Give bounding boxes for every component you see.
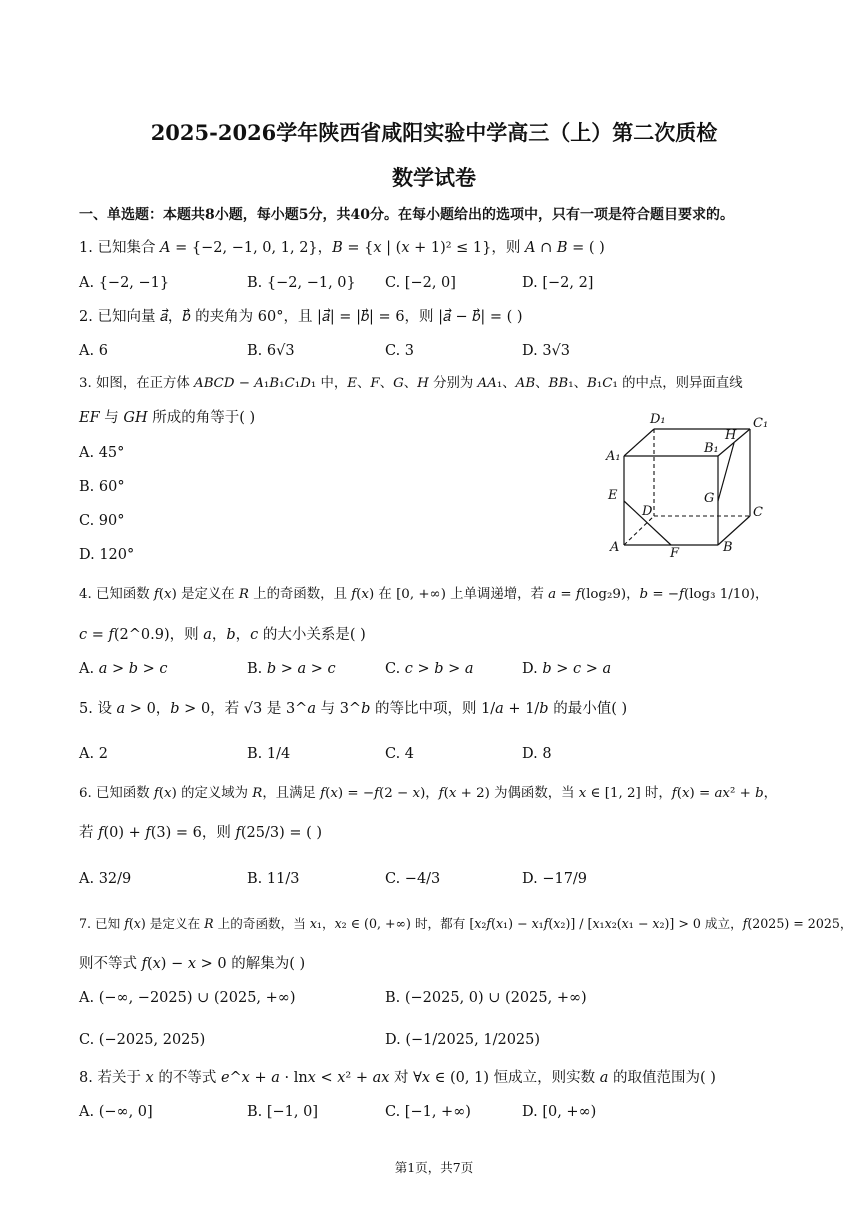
q6-option-d: D. −17/9 xyxy=(522,871,588,887)
label-d1: D₁ xyxy=(650,412,666,427)
q2-option-c: C. 3 xyxy=(385,343,415,359)
label-a: A xyxy=(610,540,620,555)
question-5-stem: 5. 设 𝑎 > 0，𝑏 > 0，若 √3 是 3^𝑎 与 3^𝑏 的等比中项，则 1/𝑎 + 1/𝑏 的最小值( ) xyxy=(79,701,628,717)
cube-figure xyxy=(600,408,780,560)
exam-title: 2025-2026学年陕西省咸阳实验中学高三（上）第二次质检 xyxy=(150,120,718,145)
question-6-stem-line1: 6. 已知函数 𝑓(𝑥) 的定义域为 𝑅，且满足 𝑓(𝑥) = −𝑓(2 − 𝑥)，𝑓(𝑥 + 2) 为偶函数，当 𝑥 ∈ [1, 2] 时，𝑓(𝑥) = 𝑎𝑥² + 𝑏， xyxy=(79,786,778,801)
question-3-stem-line1: 3. 如图，在正方体 𝐴𝐵𝐶𝐷 − 𝐴₁𝐵₁𝐶₁𝐷₁ 中，𝐸、𝐹、𝐺、𝐻 分别为 𝐴𝐴₁、𝐴𝐵、𝐵𝐵₁、𝐵₁𝐶₁ 的中点，则异面直线 xyxy=(79,376,743,391)
q1-option-c: C. [−2, 0] xyxy=(385,275,456,291)
q1-option-b: B. {−2, −1, 0} xyxy=(247,275,356,291)
q5-option-a: A. 2 xyxy=(79,746,108,762)
label-b: B xyxy=(723,540,733,555)
question-8-stem: 8. 若关于 𝑥 的不等式 𝑒^𝑥 + 𝑎 · ln𝑥 < 𝑥² + 𝑎𝑥 对 ∀𝑥 ∈ (0, 1) 恒成立，则实数 𝑎 的取值范围为( ) xyxy=(79,1070,716,1086)
q5-option-b: B. 1/4 xyxy=(247,746,291,762)
q4-option-c: C. 𝑐 > 𝑏 > 𝑎 xyxy=(385,661,474,677)
q4-option-d: D. 𝑏 > 𝑐 > 𝑎 xyxy=(522,661,612,677)
q4-option-a: A. 𝑎 > 𝑏 > 𝑐 xyxy=(79,661,168,677)
question-7-stem-line1: 7. 已知 𝑓(𝑥) 是定义在 𝑅 上的奇函数，当 𝑥₁，𝑥₂ ∈ (0, +∞) 时，都有 [𝑥₂𝑓(𝑥₁) − 𝑥₁𝑓(𝑥₂)] / [𝑥₁𝑥₂(𝑥₁ − 𝑥₂)] > 0 成立，𝑓(2025) = 2025， xyxy=(79,916,853,931)
label-b1: B₁ xyxy=(704,441,719,456)
q5-option-c: C. 4 xyxy=(385,746,415,762)
q3-option-b: B. 60° xyxy=(79,479,125,495)
label-h: H xyxy=(725,428,737,443)
label-c: C xyxy=(753,505,763,520)
q2-option-b: B. 6√3 xyxy=(247,343,295,359)
label-g: G xyxy=(704,491,715,506)
q2-option-d: D. 3√3 xyxy=(522,343,571,359)
q3-option-c: C. 90° xyxy=(79,513,125,529)
question-3-stem-line2: 𝐸𝐹 与 𝐺𝐻 所成的角等于( ) xyxy=(79,410,256,426)
q2-option-a: A. 6 xyxy=(79,343,108,359)
question-1-stem: 1. 已知集合 𝐴 = {−2, −1, 0, 1, 2}，𝐵 = {𝑥 | (𝑥 + 1)² ≤ 1}，则 𝐴 ∩ 𝐵 = ( ) xyxy=(79,240,605,256)
q3-option-a: A. 45° xyxy=(79,445,125,461)
q6-option-c: C. −4/3 xyxy=(385,871,441,887)
q3-option-d: D. 120° xyxy=(79,547,135,563)
question-6-stem-line2: 若 𝑓(0) + 𝑓(3) = 6，则 𝑓(25/3) = ( ) xyxy=(79,825,323,841)
section-heading: 一、单选题：本题共8小题，每小题5分，共40分。在每小题给出的选项中，只有一项是符合题目要求的。 xyxy=(79,207,734,223)
q7-option-b: B. (−2025, 0) ∪ (2025, +∞) xyxy=(385,990,587,1006)
question-4-stem-line2: 𝑐 = 𝑓(2^0.9)，则 𝑎，𝑏，𝑐 的大小关系是( ) xyxy=(79,627,366,643)
q4-option-b: B. 𝑏 > 𝑎 > 𝑐 xyxy=(247,661,336,677)
q8-option-a: A. (−∞, 0] xyxy=(79,1104,153,1120)
question-4-stem-line1: 4. 已知函数 𝑓(𝑥) 是定义在 𝑅 上的奇函数，且 𝑓(𝑥) 在 [0, +∞) 上单调递增，若 𝑎 = 𝑓(log₂9)，𝑏 = −𝑓(log₃ 1/10)， xyxy=(79,587,769,602)
q1-option-a: A. {−2, −1} xyxy=(79,275,170,291)
label-a1: A₁ xyxy=(606,449,621,464)
q8-option-d: D. [0, +∞) xyxy=(522,1104,597,1120)
q6-option-a: A. 32/9 xyxy=(79,871,132,887)
question-2-stem: 2. 已知向量 𝑎⃗，𝑏⃗ 的夹角为 60°，且 |𝑎⃗| = |𝑏⃗| = 6，则 |𝑎⃗ − 𝑏⃗| = ( ) xyxy=(79,309,523,325)
q5-option-d: D. 8 xyxy=(522,746,552,762)
q8-option-c: C. [−1, +∞) xyxy=(385,1104,471,1120)
question-7-stem-line2: 则不等式 𝑓(𝑥) − 𝑥 > 0 的解集为( ) xyxy=(79,956,306,972)
label-c1: C₁ xyxy=(753,416,769,431)
q1-option-d: D. [−2, 2] xyxy=(522,275,594,291)
exam-subtitle: 数学试卷 xyxy=(392,165,476,190)
q7-option-d: D. (−1/2025, 1/2025) xyxy=(385,1032,541,1048)
page-footer: 第1页，共7页 xyxy=(394,1160,474,1175)
q8-option-b: B. [−1, 0] xyxy=(247,1104,319,1120)
label-e: E xyxy=(608,488,618,503)
q7-option-a: A. (−∞, −2025) ∪ (2025, +∞) xyxy=(79,990,296,1006)
q6-option-b: B. 11/3 xyxy=(247,871,300,887)
q7-option-c: C. (−2025, 2025) xyxy=(79,1032,206,1048)
label-d: D xyxy=(642,504,653,519)
label-f: F xyxy=(670,546,680,560)
